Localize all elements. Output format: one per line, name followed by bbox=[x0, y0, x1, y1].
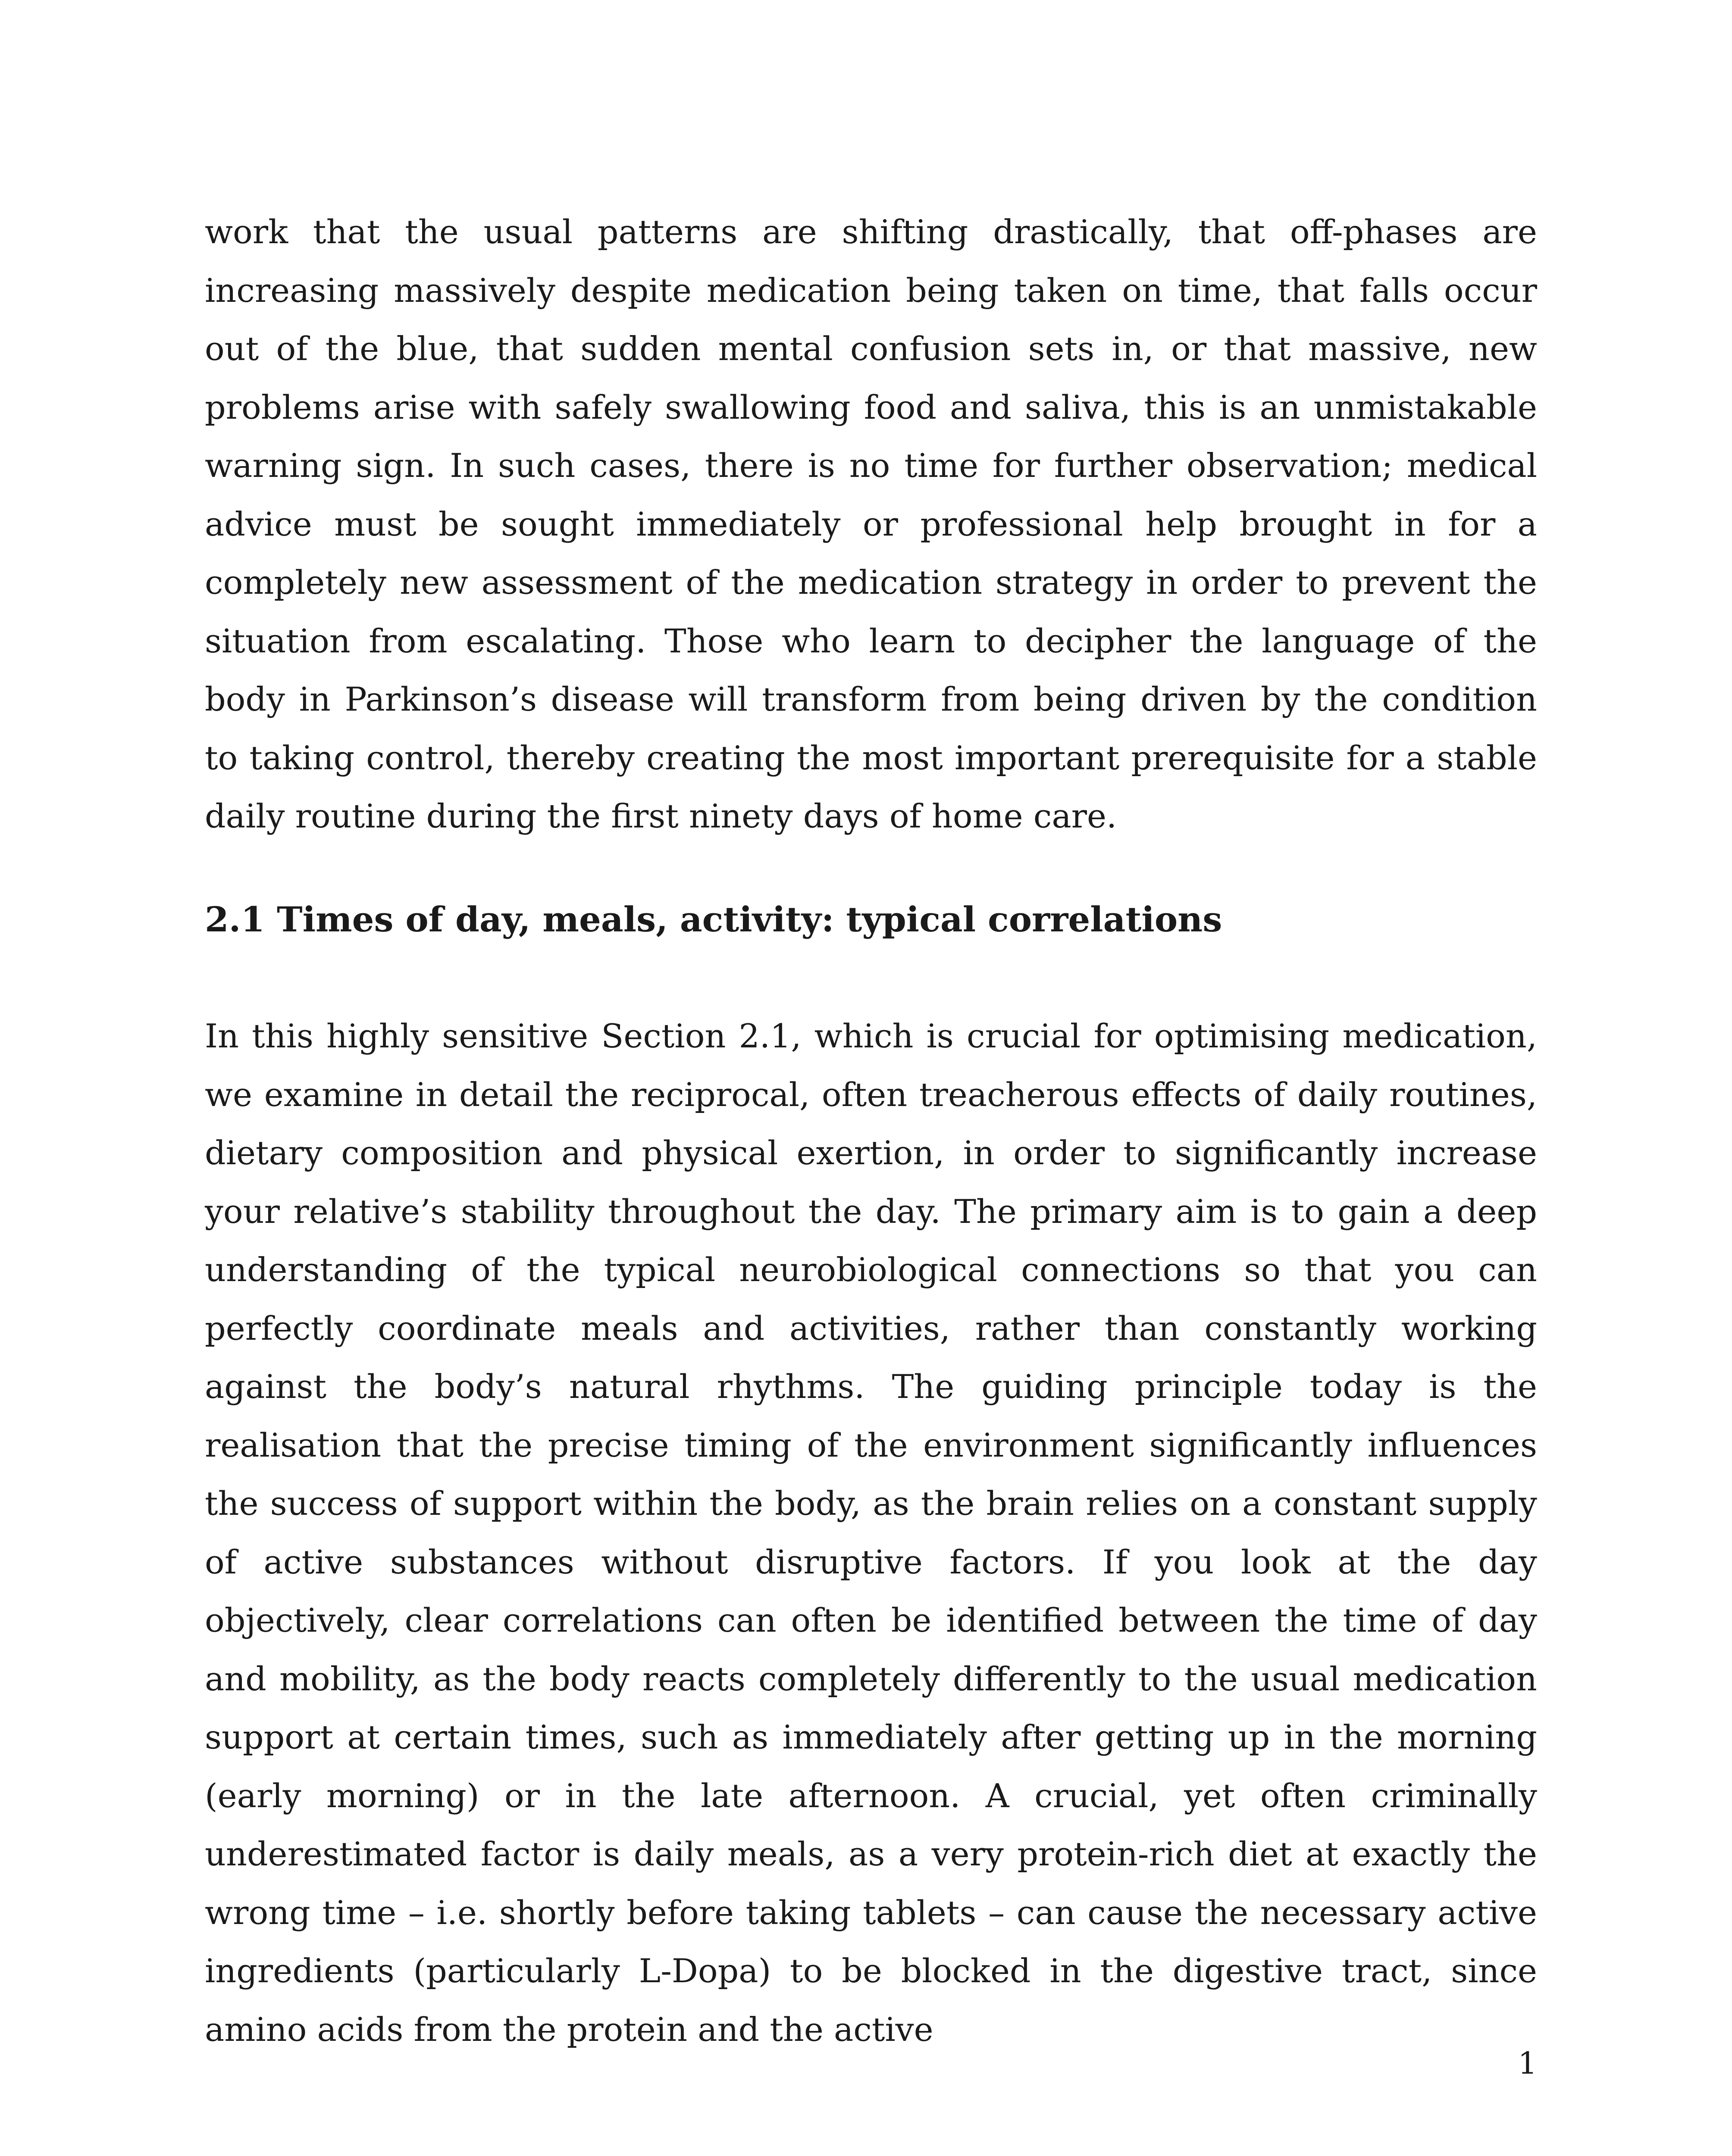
paragraph-section-intro: In this highly sensitive Section 2.1, which is crucial for optimising medication, we examine in detail the reciprocal, often treacherous effects of daily routines, dietary composition and physical exertion, in order to significantly increase your relative’s stability throughout the day. The primary aim is to gain a deep understanding of the typical neurobiological connections so that you can perfectly coordinate meals and activities, rather than constantly working against the body’s natural rhythms. The guiding principle today is the realisation that the precise timing of the environment significantly influences the success of support within the body, as the brain relies on a constant supply of active substances without disruptive factors. If you look at the day objectively, clear correlations can often be identified between the time of day and mobility, as the body reacts completely differently to the usual medication support at certain times, such as immediately after getting up in the morning (early morning) or in the late afternoon. A crucial, yet often criminally underestimated factor is daily meals, as a very protein-rich diet at exactly the wrong time – i.e. shortly before taking tablets – can cause the necessary active ingredients (particularly L-Dopa) to be blocked in the digestive tract, since amino acids from the protein and the active bbox=[205, 1017, 1537, 2049]
section-heading: 2.1 Times of day, meals, activity: typical correlations bbox=[205, 899, 1222, 940]
page-number: 1 bbox=[1518, 2046, 1537, 2081]
paragraph-warning-signs: work that the usual patterns are shifting drastically, that off-phases are increasing massively despite medication being taken on time, that falls occur out of the blue, that sudden mental confusion sets in, or that massive, new problems arise with safely swallowing food and saliva, this is an unmistakable warning sign. In such cases, there is no time for further observation; medical advice must be sought immediately or professional help brought in for a completely new assessment of the medication strategy in order to prevent the situation from escalating. Those who learn to decipher the language of the body in Parkinson’s disease will transform from being driven by the condition to taking control, thereby creating the most important prerequisite for a stable daily routine during the first ninety days of home care. bbox=[205, 213, 1537, 835]
